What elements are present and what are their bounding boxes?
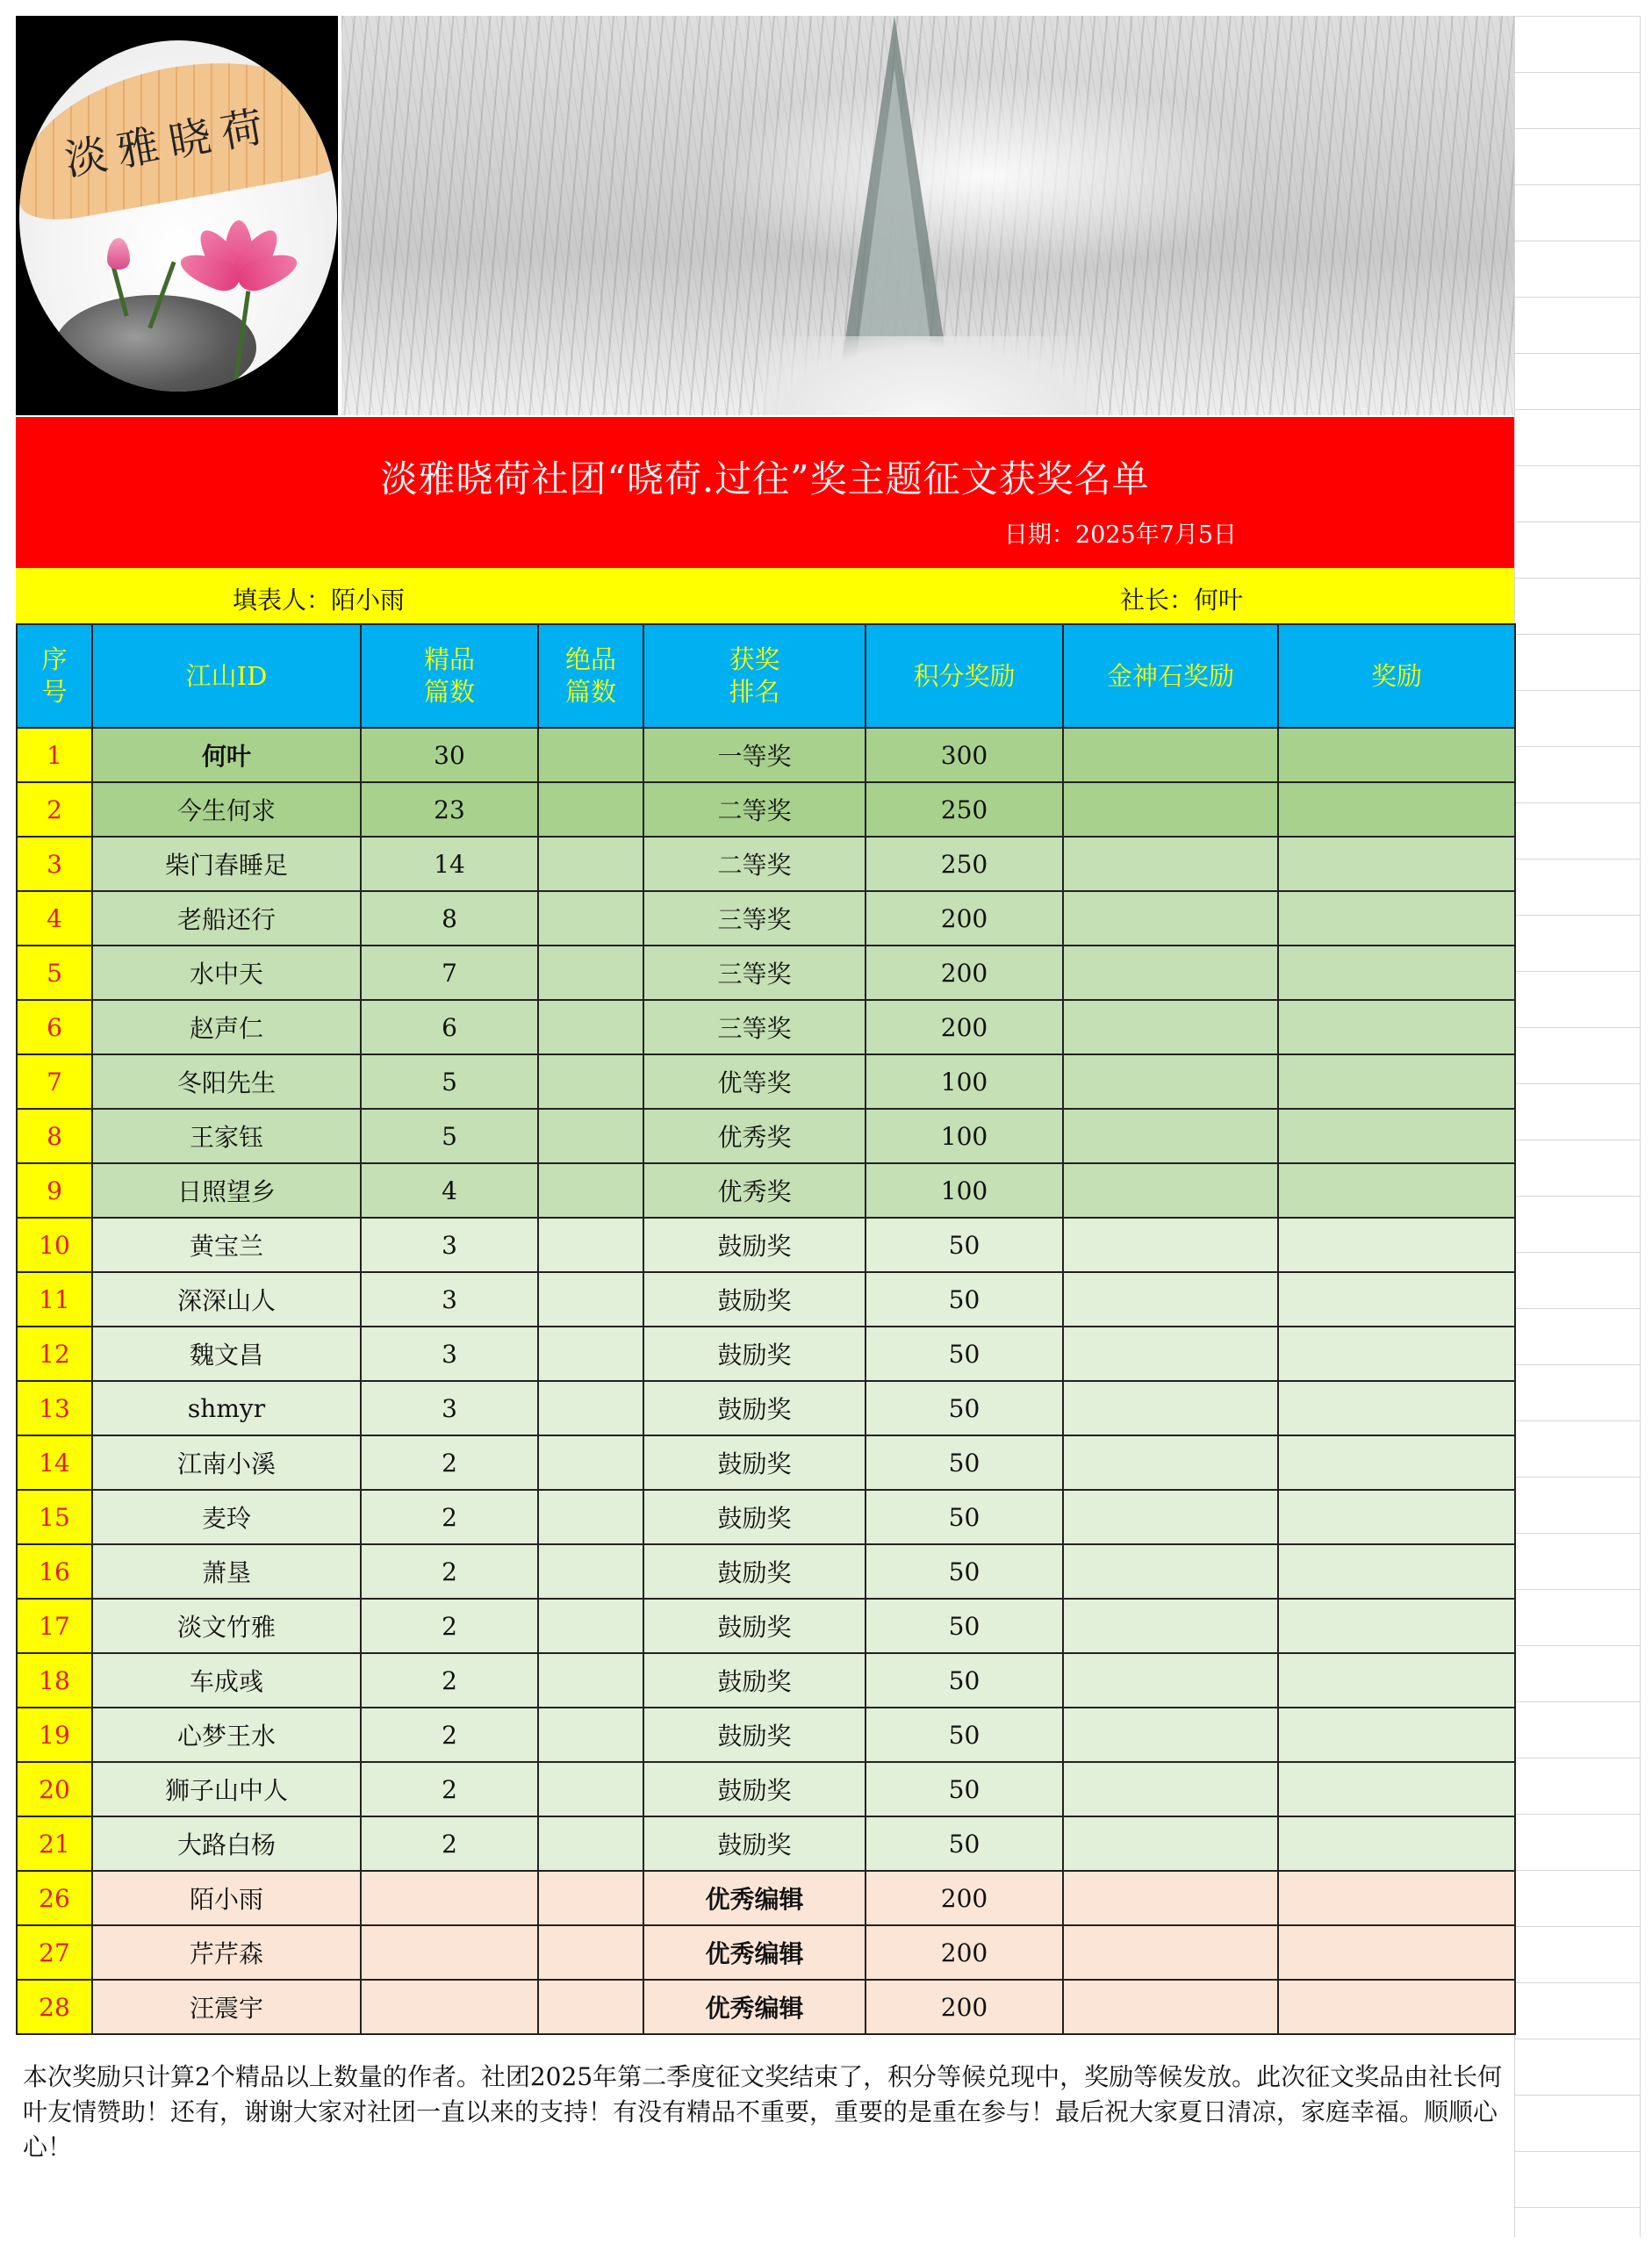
author-id: 大路白杨 bbox=[92, 1816, 361, 1871]
other-reward bbox=[1278, 1218, 1515, 1272]
points-reward: 100 bbox=[866, 1163, 1063, 1218]
col-header: 金神石奖励 bbox=[1063, 624, 1278, 728]
col-header: 江山ID bbox=[92, 624, 361, 728]
gold-stone-reward bbox=[1063, 1599, 1278, 1653]
top-count bbox=[538, 946, 643, 1000]
gold-stone-reward bbox=[1063, 1490, 1278, 1544]
table-row bbox=[17, 1925, 1515, 1980]
points-reward: 300 bbox=[866, 728, 1063, 782]
logo-fan-text: 淡雅晓荷 bbox=[61, 100, 277, 186]
row-number: 11 bbox=[17, 1272, 92, 1327]
table-row bbox=[17, 1653, 1515, 1708]
other-reward bbox=[1278, 1490, 1515, 1544]
points-reward: 250 bbox=[866, 837, 1063, 891]
author-id: 魏文昌 bbox=[92, 1327, 361, 1381]
award-rank: 鼓励奖 bbox=[643, 1272, 866, 1327]
table-row bbox=[17, 1490, 1515, 1544]
other-reward bbox=[1278, 1327, 1515, 1381]
author-id: 王家钰 bbox=[92, 1109, 361, 1163]
other-reward bbox=[1278, 891, 1515, 946]
page-title: 淡雅晓荷社团“晓荷.过往”奖主题征文获奖名单 bbox=[380, 457, 1150, 500]
lotus-flower-icon bbox=[195, 220, 283, 299]
row-number: 20 bbox=[17, 1762, 92, 1816]
gold-stone-reward bbox=[1063, 891, 1278, 946]
top-count bbox=[538, 1925, 643, 1980]
row-number: 3 bbox=[17, 837, 92, 891]
author-id: 冬阳先生 bbox=[92, 1054, 361, 1109]
other-reward bbox=[1278, 1544, 1515, 1599]
award-rank: 鼓励奖 bbox=[643, 1708, 866, 1762]
gold-stone-reward bbox=[1063, 1816, 1278, 1871]
fine-count: 8 bbox=[361, 891, 538, 946]
row-number: 14 bbox=[17, 1435, 92, 1490]
top-count bbox=[538, 1109, 643, 1163]
author-id: 何叶 bbox=[92, 728, 361, 782]
fine-count: 2 bbox=[361, 1762, 538, 1816]
author-id: 麦玲 bbox=[92, 1490, 361, 1544]
table-row bbox=[17, 1708, 1515, 1762]
table-row bbox=[17, 891, 1515, 946]
top-count bbox=[538, 1490, 643, 1544]
col-header: 绝品 篇数 bbox=[538, 624, 643, 728]
row-number: 2 bbox=[17, 782, 92, 837]
title-band bbox=[16, 417, 1514, 568]
other-reward bbox=[1278, 1816, 1515, 1871]
row-number: 26 bbox=[17, 1871, 92, 1925]
table-row bbox=[17, 1054, 1515, 1109]
top-count bbox=[538, 1708, 643, 1762]
other-reward bbox=[1278, 782, 1515, 837]
gold-stone-reward bbox=[1063, 1762, 1278, 1816]
other-reward bbox=[1278, 1054, 1515, 1109]
table-row bbox=[17, 1163, 1515, 1218]
table-row bbox=[17, 1599, 1515, 1653]
top-count bbox=[538, 1816, 643, 1871]
date-label: 日期：2025年7月5日 bbox=[1003, 521, 1237, 549]
fine-count: 3 bbox=[361, 1272, 538, 1327]
fine-count bbox=[361, 1871, 538, 1925]
table-row bbox=[17, 1871, 1515, 1925]
fine-count: 2 bbox=[361, 1653, 538, 1708]
top-count bbox=[538, 1000, 643, 1054]
points-reward: 200 bbox=[866, 1925, 1063, 1980]
row-number: 18 bbox=[17, 1653, 92, 1708]
row-number: 1 bbox=[17, 728, 92, 782]
row-number: 4 bbox=[17, 891, 92, 946]
spreadsheet-grid-margin bbox=[1514, 16, 1641, 2237]
table-row bbox=[17, 782, 1515, 837]
table-row bbox=[17, 1327, 1515, 1381]
row-number: 10 bbox=[17, 1218, 92, 1272]
points-reward: 50 bbox=[866, 1381, 1063, 1435]
table-body bbox=[17, 728, 1515, 2034]
fine-count: 2 bbox=[361, 1599, 538, 1653]
fine-count: 2 bbox=[361, 1816, 538, 1871]
author-id: 车成彧 bbox=[92, 1653, 361, 1708]
award-rank: 鼓励奖 bbox=[643, 1544, 866, 1599]
author-id: 淡文竹雅 bbox=[92, 1599, 361, 1653]
gold-stone-reward bbox=[1063, 837, 1278, 891]
gold-stone-reward bbox=[1063, 1871, 1278, 1925]
award-rank: 优等奖 bbox=[643, 1054, 866, 1109]
gold-stone-reward bbox=[1063, 782, 1278, 837]
table-row bbox=[17, 1109, 1515, 1163]
top-count bbox=[538, 891, 643, 946]
award-rank: 鼓励奖 bbox=[643, 1599, 866, 1653]
author-id: 老船还行 bbox=[92, 891, 361, 946]
other-reward bbox=[1278, 1163, 1515, 1218]
award-rank: 优秀编辑 bbox=[643, 1980, 866, 2034]
row-number: 16 bbox=[17, 1544, 92, 1599]
top-count bbox=[538, 1163, 643, 1218]
table-row bbox=[17, 1000, 1515, 1054]
award-rank: 二等奖 bbox=[643, 837, 866, 891]
author-id: 心梦王水 bbox=[92, 1708, 361, 1762]
top-count bbox=[538, 1272, 643, 1327]
row-number: 15 bbox=[17, 1490, 92, 1544]
top-count bbox=[538, 1544, 643, 1599]
gold-stone-reward bbox=[1063, 728, 1278, 782]
top-count bbox=[538, 1054, 643, 1109]
gold-stone-reward bbox=[1063, 1109, 1278, 1163]
gold-stone-reward bbox=[1063, 1708, 1278, 1762]
award-rank: 鼓励奖 bbox=[643, 1381, 866, 1435]
logo-circle bbox=[19, 40, 337, 392]
other-reward bbox=[1278, 1599, 1515, 1653]
row-number: 12 bbox=[17, 1327, 92, 1381]
snow-forest-image bbox=[341, 16, 1514, 415]
top-count bbox=[538, 1653, 643, 1708]
table-row bbox=[17, 1218, 1515, 1272]
gold-stone-reward bbox=[1063, 1272, 1278, 1327]
filler-label: 填表人：陌小雨 bbox=[233, 586, 406, 615]
table-row bbox=[17, 1381, 1515, 1435]
gold-stone-reward bbox=[1063, 1218, 1278, 1272]
gold-stone-reward bbox=[1063, 1327, 1278, 1381]
author-id: 萧垦 bbox=[92, 1544, 361, 1599]
award-rank: 鼓励奖 bbox=[643, 1435, 866, 1490]
table-header bbox=[17, 624, 1515, 728]
header-banner bbox=[16, 16, 1514, 415]
gold-stone-reward bbox=[1063, 1653, 1278, 1708]
chief-label: 社长：何叶 bbox=[1120, 586, 1244, 615]
row-number: 7 bbox=[17, 1054, 92, 1109]
col-header: 序 号 bbox=[17, 624, 92, 728]
award-rank: 一等奖 bbox=[643, 728, 866, 782]
award-rank: 鼓励奖 bbox=[643, 1490, 866, 1544]
points-reward: 50 bbox=[866, 1490, 1063, 1544]
info-band bbox=[16, 568, 1514, 623]
other-reward bbox=[1278, 837, 1515, 891]
author-id: 赵声仁 bbox=[92, 1000, 361, 1054]
other-reward bbox=[1278, 1272, 1515, 1327]
other-reward bbox=[1278, 1925, 1515, 1980]
author-id: 江南小溪 bbox=[92, 1435, 361, 1490]
row-number: 8 bbox=[17, 1109, 92, 1163]
col-header: 奖励 bbox=[1278, 624, 1515, 728]
award-rank: 优秀编辑 bbox=[643, 1871, 866, 1925]
fine-count: 5 bbox=[361, 1109, 538, 1163]
fine-count: 2 bbox=[361, 1544, 538, 1599]
table-row bbox=[17, 837, 1515, 891]
fine-count: 7 bbox=[361, 946, 538, 1000]
points-reward: 50 bbox=[866, 1544, 1063, 1599]
row-number: 28 bbox=[17, 1980, 92, 2034]
points-reward: 200 bbox=[866, 1000, 1063, 1054]
author-id: 陌小雨 bbox=[92, 1871, 361, 1925]
points-reward: 50 bbox=[866, 1708, 1063, 1762]
top-count bbox=[538, 1762, 643, 1816]
table-row bbox=[17, 1762, 1515, 1816]
top-count bbox=[538, 782, 643, 837]
points-reward: 200 bbox=[866, 1871, 1063, 1925]
fine-count: 3 bbox=[361, 1218, 538, 1272]
row-number: 27 bbox=[17, 1925, 92, 1980]
gold-stone-reward bbox=[1063, 1544, 1278, 1599]
points-reward: 50 bbox=[866, 1762, 1063, 1816]
col-header: 获奖 排名 bbox=[643, 624, 866, 728]
top-count bbox=[538, 1435, 643, 1490]
fine-count bbox=[361, 1925, 538, 1980]
table-row bbox=[17, 1544, 1515, 1599]
fine-count: 14 bbox=[361, 837, 538, 891]
table-row bbox=[17, 1435, 1515, 1490]
author-id: 水中天 bbox=[92, 946, 361, 1000]
author-id: 今生何求 bbox=[92, 782, 361, 837]
points-reward: 250 bbox=[866, 782, 1063, 837]
author-id: 汪震宇 bbox=[92, 1980, 361, 2034]
award-rank: 优秀编辑 bbox=[643, 1925, 866, 1980]
gold-stone-reward bbox=[1063, 1000, 1278, 1054]
top-count bbox=[538, 1327, 643, 1381]
row-number: 21 bbox=[17, 1816, 92, 1871]
award-table bbox=[16, 623, 1516, 2035]
gold-stone-reward bbox=[1063, 946, 1278, 1000]
points-reward: 50 bbox=[866, 1272, 1063, 1327]
top-count bbox=[538, 1599, 643, 1653]
other-reward bbox=[1278, 1109, 1515, 1163]
author-id: shmyr bbox=[92, 1381, 361, 1435]
other-reward bbox=[1278, 1980, 1515, 2034]
fine-count: 2 bbox=[361, 1435, 538, 1490]
gold-stone-reward bbox=[1063, 1381, 1278, 1435]
fine-count: 30 bbox=[361, 728, 538, 782]
author-id: 柴门春睡足 bbox=[92, 837, 361, 891]
row-number: 19 bbox=[17, 1708, 92, 1762]
gold-stone-reward bbox=[1063, 1925, 1278, 1980]
top-count bbox=[538, 837, 643, 891]
points-reward: 50 bbox=[866, 1599, 1063, 1653]
fine-count: 2 bbox=[361, 1490, 538, 1544]
top-count bbox=[538, 1381, 643, 1435]
other-reward bbox=[1278, 946, 1515, 1000]
fine-count: 3 bbox=[361, 1381, 538, 1435]
author-id: 黄宝兰 bbox=[92, 1218, 361, 1272]
row-number: 13 bbox=[17, 1381, 92, 1435]
fine-count bbox=[361, 1980, 538, 2034]
gold-stone-reward bbox=[1063, 1054, 1278, 1109]
row-number: 5 bbox=[17, 946, 92, 1000]
other-reward bbox=[1278, 1000, 1515, 1054]
row-number: 6 bbox=[17, 1000, 92, 1054]
fine-count: 2 bbox=[361, 1708, 538, 1762]
gold-stone-reward bbox=[1063, 1980, 1278, 2034]
points-reward: 50 bbox=[866, 1218, 1063, 1272]
top-count bbox=[538, 1871, 643, 1925]
other-reward bbox=[1278, 1762, 1515, 1816]
award-rank: 三等奖 bbox=[643, 1000, 866, 1054]
table-row bbox=[17, 1816, 1515, 1871]
other-reward bbox=[1278, 1871, 1515, 1925]
award-rank: 鼓励奖 bbox=[643, 1816, 866, 1871]
award-rank: 优秀奖 bbox=[643, 1163, 866, 1218]
fine-count: 4 bbox=[361, 1163, 538, 1218]
top-count bbox=[538, 1980, 643, 2034]
other-reward bbox=[1278, 728, 1515, 782]
closing-note: 本次奖励只计算2个精品以上数量的作者。社团2025年第二季度征文奖结束了，积分等候兑现中，奖励等候发放。此次征文奖品由社长何叶友情赞助！还有，谢谢大家对社团一直以来的支持！有没有精品不重要，重要的是重在参与！最后祝大家夏日清凉，家庭幸福。顺顺心心！ bbox=[23, 2062, 1503, 2161]
row-number: 17 bbox=[17, 1599, 92, 1653]
col-header: 精品 篇数 bbox=[361, 624, 538, 728]
points-reward: 200 bbox=[866, 891, 1063, 946]
award-rank: 鼓励奖 bbox=[643, 1218, 866, 1272]
table-row bbox=[17, 1980, 1515, 2034]
table-row bbox=[17, 946, 1515, 1000]
col-header: 积分奖励 bbox=[866, 624, 1063, 728]
award-sheet bbox=[16, 16, 1514, 2165]
other-reward bbox=[1278, 1381, 1515, 1435]
fine-count: 6 bbox=[361, 1000, 538, 1054]
award-rank: 优秀奖 bbox=[643, 1109, 866, 1163]
author-id: 深深山人 bbox=[92, 1272, 361, 1327]
lotus-bud-icon bbox=[107, 238, 130, 270]
other-reward bbox=[1278, 1708, 1515, 1762]
row-number: 9 bbox=[17, 1163, 92, 1218]
table-row bbox=[17, 1272, 1515, 1327]
fine-count: 3 bbox=[361, 1327, 538, 1381]
table-row bbox=[17, 728, 1515, 782]
points-reward: 200 bbox=[866, 1980, 1063, 2034]
award-rank: 三等奖 bbox=[643, 946, 866, 1000]
other-reward bbox=[1278, 1653, 1515, 1708]
gold-stone-reward bbox=[1063, 1163, 1278, 1218]
points-reward: 100 bbox=[866, 1054, 1063, 1109]
points-reward: 50 bbox=[866, 1653, 1063, 1708]
points-reward: 50 bbox=[866, 1327, 1063, 1381]
points-reward: 50 bbox=[866, 1435, 1063, 1490]
award-rank: 鼓励奖 bbox=[643, 1653, 866, 1708]
points-reward: 200 bbox=[866, 946, 1063, 1000]
gold-stone-reward bbox=[1063, 1435, 1278, 1490]
author-id: 芹芹森 bbox=[92, 1925, 361, 1980]
award-rank: 三等奖 bbox=[643, 891, 866, 946]
author-id: 日照望乡 bbox=[92, 1163, 361, 1218]
points-reward: 100 bbox=[866, 1109, 1063, 1163]
author-id: 狮子山中人 bbox=[92, 1762, 361, 1816]
top-count bbox=[538, 728, 643, 782]
other-reward bbox=[1278, 1435, 1515, 1490]
top-count bbox=[538, 1218, 643, 1272]
fine-count: 5 bbox=[361, 1054, 538, 1109]
club-logo bbox=[16, 16, 338, 415]
award-rank: 鼓励奖 bbox=[643, 1327, 866, 1381]
fine-count: 23 bbox=[361, 782, 538, 837]
award-rank: 鼓励奖 bbox=[643, 1762, 866, 1816]
award-rank: 二等奖 bbox=[643, 782, 866, 837]
points-reward: 50 bbox=[866, 1816, 1063, 1871]
